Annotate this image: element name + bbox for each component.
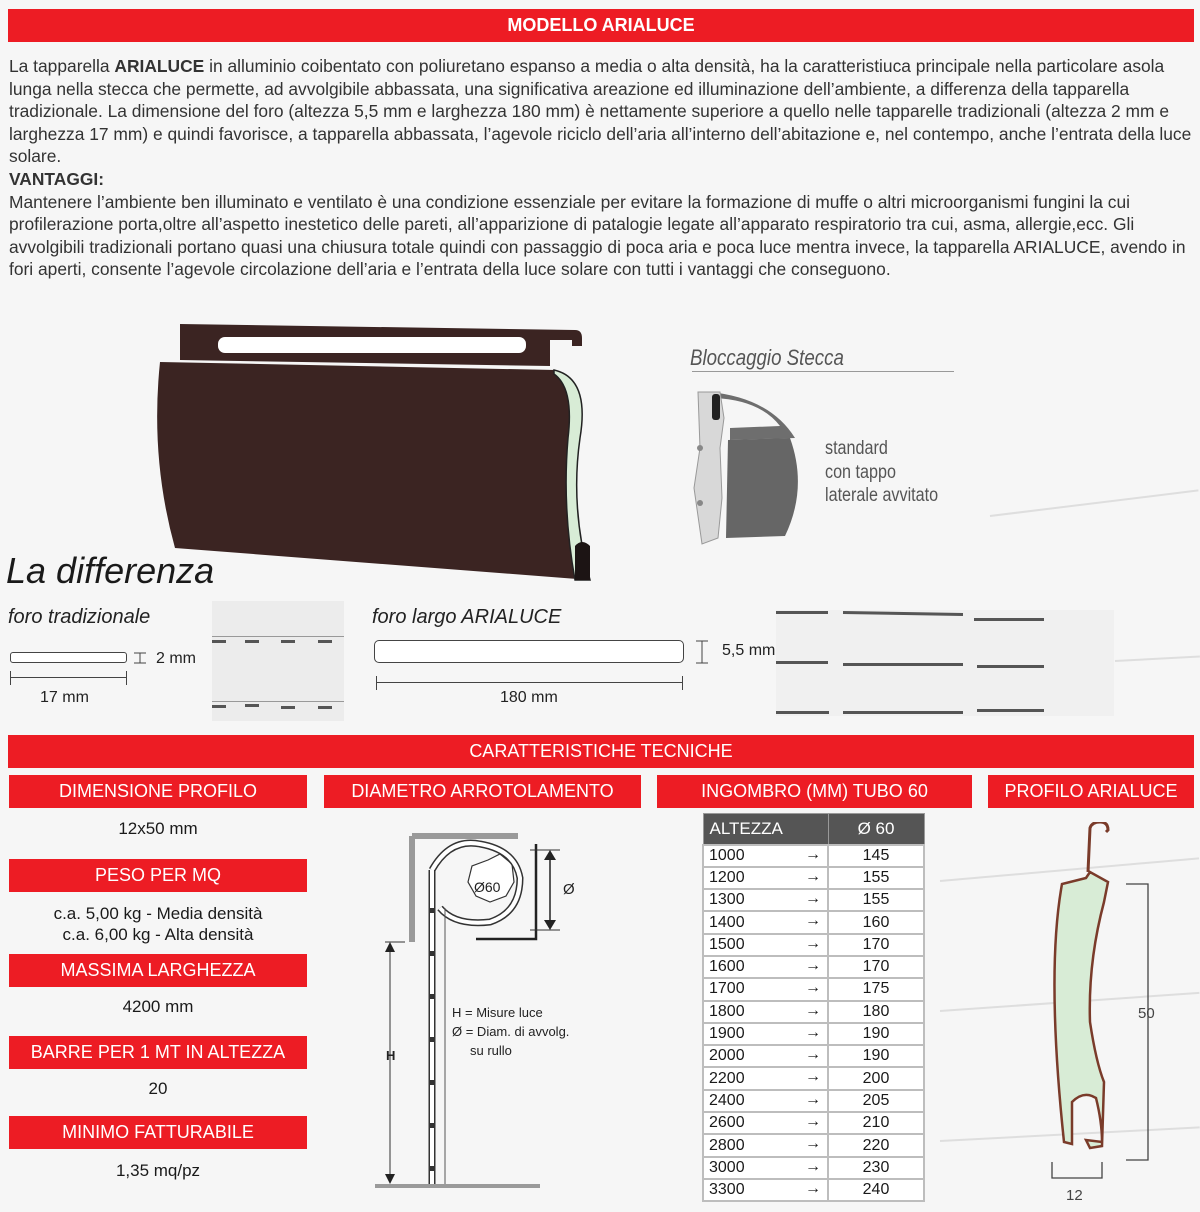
- wide-hole-width: 180 mm: [500, 689, 558, 706]
- height-value: 3000: [709, 1158, 745, 1176]
- hole-dash: [977, 709, 1044, 712]
- weight-high: c.a. 6,00 kg - Alta densità: [62, 925, 254, 944]
- height-value: 3300: [709, 1181, 745, 1199]
- width-dimension-line: [376, 682, 683, 683]
- lock-description: [825, 437, 938, 508]
- profile-label: PROFILO ARIALUCE: [1004, 781, 1178, 801]
- panel-line: [212, 636, 344, 637]
- hole-dash: [212, 640, 226, 643]
- height-cell: [703, 1001, 828, 1023]
- arrow-right-icon: →: [805, 1046, 821, 1064]
- footprint-value: 240: [828, 1179, 924, 1201]
- height-value: 1800: [709, 1002, 745, 1020]
- advantages-text: Mantenere l’ambiente ben illuminato e ventilato è una condizione essenziale per evitare la formazione di muffe o altri microorganismi fungini la cui profilerazione porta,oltre all’aspetto inestetico delle pareti, all’apparizione di patalogie legate all’apparato respiratorio tra cui, asma, allergie,ecc. Gli avvolgibili tradizionali portano quasi una chiusura totale quindi con passaggio di poca aria e poca luce mentra invece, la tapparella ARIALUCE, avendo in fori aperti, consente l’agevole circolazione dell’aria e l’entrata della luce solare con tutti i vantaggi che conseguono.: [9, 191, 1186, 280]
- height-value: 1400: [709, 913, 745, 931]
- hole-dash: [843, 711, 963, 714]
- legend-line: su rullo: [470, 1043, 512, 1058]
- height-bracket-icon: [132, 652, 148, 664]
- arrow-right-icon: →: [805, 1068, 821, 1086]
- height-value: 1600: [709, 958, 745, 976]
- minimum-header: [9, 1116, 307, 1149]
- hole-dash: [212, 705, 226, 708]
- hole-dash: [974, 618, 1044, 621]
- footprint-label: INGOMBRO (MM) TUBO 60: [701, 781, 928, 801]
- legend-line: H = Misure luce: [452, 1005, 543, 1020]
- profile-header: [988, 775, 1194, 808]
- height-value: 1700: [709, 980, 745, 998]
- tech-specs-title: CARATTERISTICHE TECNICHE: [469, 741, 733, 761]
- slat-illustration: [150, 318, 620, 586]
- table-row: [703, 956, 924, 978]
- intro-brand: ARIALUCE: [114, 56, 205, 76]
- hole-dash: [318, 706, 332, 709]
- hole-dash: [776, 711, 829, 714]
- hole-dash: [977, 665, 1044, 668]
- traditional-hole-width: 17 mm: [40, 689, 89, 706]
- footprint-value: 200: [828, 1067, 924, 1089]
- lock-title: Bloccaggio Stecca: [690, 345, 844, 370]
- height-cell: [703, 1023, 828, 1045]
- bars-header: [9, 1036, 307, 1069]
- footprint-value: 175: [828, 978, 924, 1000]
- hole-dash: [843, 663, 963, 666]
- lock-line: con tappo: [825, 461, 896, 483]
- hole-dash: [776, 661, 828, 664]
- height-cell: [703, 1112, 828, 1134]
- width-tick: [376, 676, 377, 690]
- table-row: [703, 889, 924, 911]
- width-tick: [126, 671, 127, 685]
- column-header-diameter: Ø 60: [828, 814, 924, 845]
- weight-header: [9, 859, 307, 892]
- hole-dash: [281, 706, 295, 709]
- weight-medium: c.a. 5,00 kg - Media densità: [53, 904, 263, 923]
- height-value: 1200: [709, 868, 745, 886]
- model-title: MODELLO ARIALUCE: [507, 15, 695, 35]
- arrow-right-icon: →: [805, 979, 821, 997]
- footprint-table: [702, 813, 925, 1202]
- hole-dash: [776, 611, 828, 614]
- table-row: [703, 1023, 924, 1045]
- hole-dash: [245, 704, 259, 707]
- table-row: [703, 1112, 924, 1134]
- arrow-right-icon: →: [805, 845, 821, 863]
- weight-values: [9, 903, 307, 945]
- roll-diameter-diagram: [360, 830, 600, 1192]
- height-symbol: H: [386, 1048, 396, 1063]
- minimum-label: MINIMO FATTURABILE: [62, 1122, 254, 1142]
- height-cell: [703, 934, 828, 956]
- table-row: [703, 1001, 924, 1023]
- profile-width: 12: [1066, 1187, 1083, 1204]
- height-value: 2800: [709, 1136, 745, 1154]
- table-row: [703, 978, 924, 1000]
- table-row: [703, 1179, 924, 1201]
- footprint-value: 205: [828, 1090, 924, 1112]
- arrow-right-icon: →: [805, 1090, 821, 1108]
- max-width-label: MASSIMA LARGHEZZA: [60, 960, 256, 980]
- traditional-hole-shape: [10, 652, 127, 663]
- bars-label: BARRE PER 1 MT IN ALTEZZA: [30, 1042, 286, 1062]
- arrow-right-icon: →: [805, 867, 821, 885]
- footprint-value: 155: [828, 867, 924, 889]
- height-cell: [703, 1157, 828, 1179]
- background-streak: [990, 489, 1199, 517]
- hole-dash: [245, 640, 259, 643]
- traditional-hole-height: 2 mm: [156, 650, 196, 667]
- footprint-value: 170: [828, 934, 924, 956]
- profile-height: 50: [1138, 1005, 1155, 1022]
- panel-line: [212, 701, 344, 702]
- tube-diameter-label: Ø60: [474, 879, 501, 895]
- height-cell: [703, 867, 828, 889]
- table-row: [703, 1067, 924, 1089]
- column-header-height: ALTEZZA: [703, 814, 828, 845]
- height-value: 1900: [709, 1025, 745, 1043]
- height-value: 1300: [709, 891, 745, 909]
- height-value: 2000: [709, 1047, 745, 1065]
- arrow-right-icon: →: [805, 1157, 821, 1175]
- lock-line: standard: [825, 438, 888, 459]
- intro-lead: La tapparella: [9, 56, 115, 76]
- wide-hole-label: foro largo ARIALUCE: [372, 606, 562, 628]
- width-tick: [10, 671, 11, 685]
- height-value: 2200: [709, 1069, 745, 1087]
- footprint-value: 160: [828, 911, 924, 933]
- slat-lock-illustration: [690, 388, 808, 548]
- legend-line: Ø = Diam. di avvolg.: [452, 1024, 570, 1039]
- footprint-value: 220: [828, 1134, 924, 1156]
- height-cell: [703, 978, 828, 1000]
- width-dimension-line: [10, 677, 127, 678]
- max-width-value: 4200 mm: [122, 997, 194, 1016]
- diameter-header: [324, 775, 641, 808]
- minimum-value: 1,35 mq/pz: [115, 1161, 201, 1180]
- height-cell: [703, 1090, 828, 1112]
- table-row: [703, 1157, 924, 1179]
- table-row: [703, 911, 924, 933]
- height-value: 1000: [709, 846, 745, 864]
- wide-hole-height: 5,5 mm: [722, 642, 776, 659]
- arrow-right-icon: →: [805, 912, 821, 930]
- arrow-right-icon: →: [805, 1001, 821, 1019]
- dimension-value: 12x50 mm: [118, 819, 198, 838]
- table-header-row: [703, 814, 924, 845]
- height-cell: [703, 845, 828, 867]
- footprint-value: 170: [828, 956, 924, 978]
- diameter-label: DIAMETRO ARROTOLAMENTO: [351, 781, 614, 801]
- height-value: 1500: [709, 935, 745, 953]
- arrow-right-icon: →: [805, 956, 821, 974]
- difference-title: La differenza: [6, 550, 215, 591]
- table-row: [703, 867, 924, 889]
- intro-body: in alluminio coibentato con poliuretano espanso a media o alta densità, ha la caratteristiuca principale nella particolare asola lunga nella stecca che permette, ad avvolgibile abbassata, una significativa areazione ed illuminazione dell’ambiente, a differenza della tapparella tradizionale. La dimensione del foro (altezza 5,5 mm e larghezza 180 mm) è nettamente superiore a quello nelle tapparelle tradizionali (altezza 2 mm e larghezza 17 mm) e quindi favorisce, a tapparella abbassata, l’agevole riciclo dell’aria all’interno dell’abitazione e, nel contempo, anche l’entrata della luce solare.: [9, 56, 1192, 167]
- traditional-hole-label: foro tradizionale: [8, 606, 151, 628]
- arrow-right-icon: →: [805, 1179, 821, 1197]
- table-row: [703, 845, 924, 867]
- height-bracket-icon: [694, 640, 710, 664]
- footprint-header: [657, 775, 972, 808]
- height-cell: [703, 1179, 828, 1201]
- table-row: [703, 1090, 924, 1112]
- roll-diameter-symbol: Ø: [563, 881, 575, 898]
- height-cell: [703, 889, 828, 911]
- height-value: 2400: [709, 1091, 745, 1109]
- height-cell: [703, 1045, 828, 1067]
- max-width-header: [9, 954, 307, 987]
- footprint-value: 210: [828, 1112, 924, 1134]
- arrow-right-icon: →: [805, 934, 821, 952]
- table-row: [703, 934, 924, 956]
- height-value: 2600: [709, 1114, 745, 1132]
- footprint-value: 190: [828, 1023, 924, 1045]
- hole-dash: [318, 640, 332, 643]
- arrow-right-icon: →: [805, 1113, 821, 1131]
- background-streak: [1115, 656, 1200, 662]
- traditional-slat-panel: [212, 601, 344, 721]
- height-cell: [703, 1134, 828, 1156]
- lock-title-rule: [692, 371, 954, 372]
- footprint-value: 180: [828, 1001, 924, 1023]
- table-row: [703, 1134, 924, 1156]
- advantages-title: VANTAGGI:: [9, 168, 104, 189]
- height-cell: [703, 1067, 828, 1089]
- height-cell: [703, 956, 828, 978]
- height-cell: [703, 911, 828, 933]
- wide-hole-shape: [374, 640, 684, 663]
- footprint-value: 230: [828, 1157, 924, 1179]
- bars-value: 20: [148, 1079, 168, 1098]
- dimension-label: DIMENSIONE PROFILO: [58, 781, 258, 801]
- arrow-right-icon: →: [805, 1023, 821, 1041]
- weight-label: PESO PER MQ: [94, 865, 222, 885]
- footprint-value: 145: [828, 845, 924, 867]
- intro-text: [9, 55, 1195, 281]
- profile-section-diagram: [1030, 822, 1170, 1207]
- footprint-value: 155: [828, 889, 924, 911]
- dimension-header: [9, 775, 307, 808]
- arrow-right-icon: →: [805, 890, 821, 908]
- width-tick: [682, 676, 683, 690]
- lock-line: laterale avvitato: [825, 485, 939, 506]
- tech-specs-bar: [8, 735, 1194, 768]
- table-row: [703, 1045, 924, 1067]
- hole-dash: [281, 640, 295, 643]
- model-title-bar: [8, 9, 1194, 42]
- arrow-right-icon: →: [805, 1135, 821, 1153]
- footprint-value: 190: [828, 1045, 924, 1067]
